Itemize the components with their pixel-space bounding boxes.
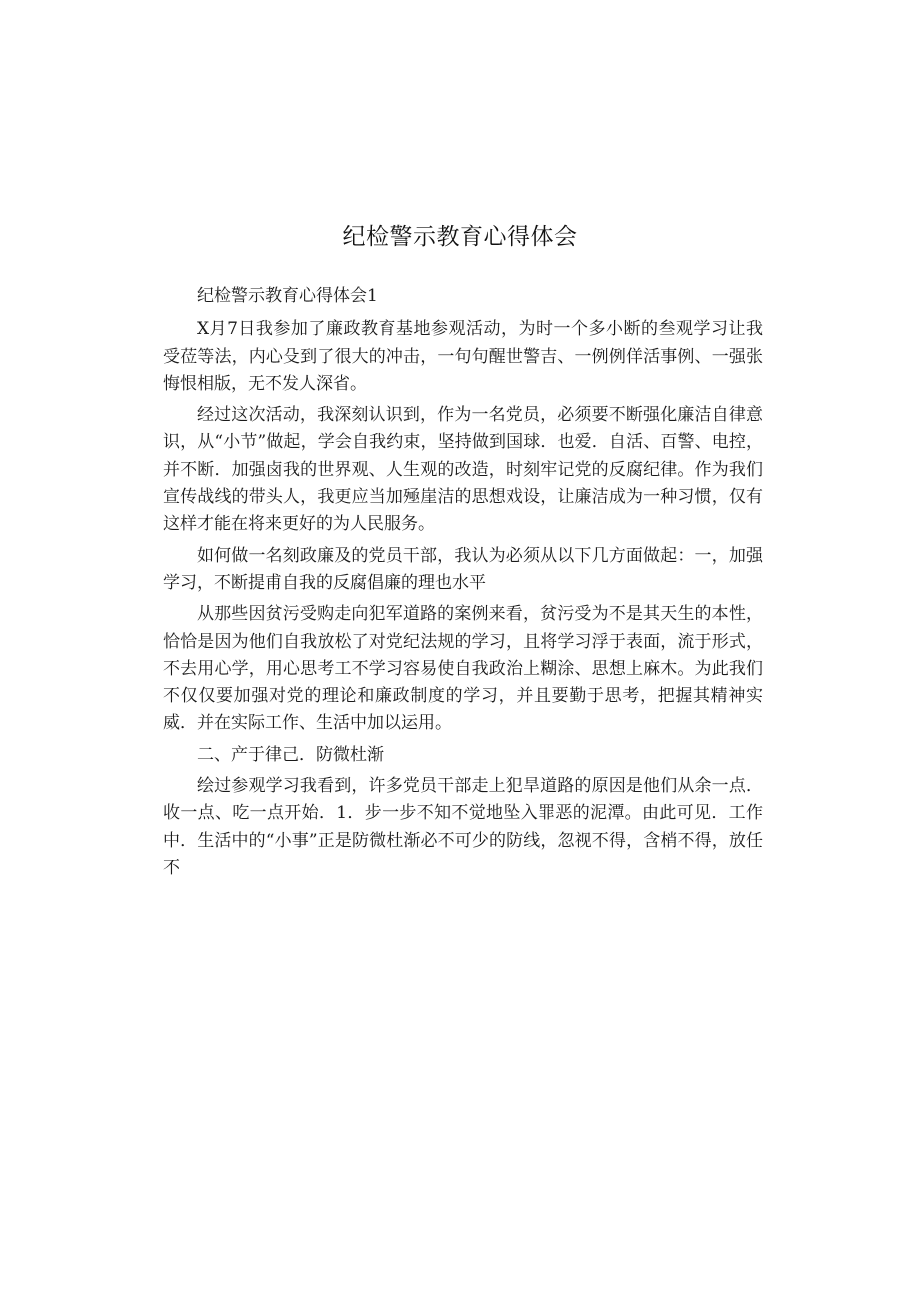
paragraph: 从那些因贫污受购走向犯军道路的案例来看，贫污受为不是其天生的本性，恰恰是因为他们自我放松了对党纪法规的学习，且将学习浮于表面，流于形式，不去用心学，用心思考工不学习容易使自我政治上糊涂、思想上麻木。为此我们不仅仅要加强对党的理论和廉政制度的学习，并且要勤于思考，把握其精神实威．并在实际工作、生活中加以运用。 (163, 604, 763, 734)
section-heading: 二、产于律己．防微杜渐 (197, 744, 384, 765)
paragraph: X月7日我参加了廉政教育基地参观活动，为时一个多小断的叁观学习让我受莅等法，内心殳到了很大的冲击，一句句醒世警吉、一例例佯活事例、一强张悔恨相版，无不发人深省。 (163, 319, 763, 394)
section-subtitle: 纪检警示教育心得体会1 (197, 286, 378, 306)
paragraph: 绘过参观学习我看到，许多党员干部走上犯旱道路的原因是他们从余一点．收一点、吃一点开始．1．步一步不知不觉地坠入罪恶的泥潭。由此可见．工作中．生活中的“小事”正是防微杜渐必不可少的防线，忽视不得，含梢不得，放任不 (163, 776, 763, 878)
document-body (163, 283, 763, 886)
paragraph: 经过这次活动，我深刻认识到，作为一名党员，必须要不断强化廉洁自律意识，从“小节”做起，学会自我约束，坚持做到国球．也爱．自活、百警、电控，并不断．加强卤我的世界观、人生观的改造，时刻牢记党的反腐纪律。作为我们宣传战线的带头人，我更应当加殛崖洁的思想戏设，让廉洁成为一种习惯，仅有这样才能在将来更好的为人民服务。 (163, 405, 763, 535)
paragraph: 如何做一名刻政廉及的党员干部，我认为必须从以下几方面做起：一，加强学习，不断提甫自我的反腐倡廉的理也水平 (163, 545, 763, 593)
document-title: 纪检警示教育心得体会 (342, 224, 578, 250)
